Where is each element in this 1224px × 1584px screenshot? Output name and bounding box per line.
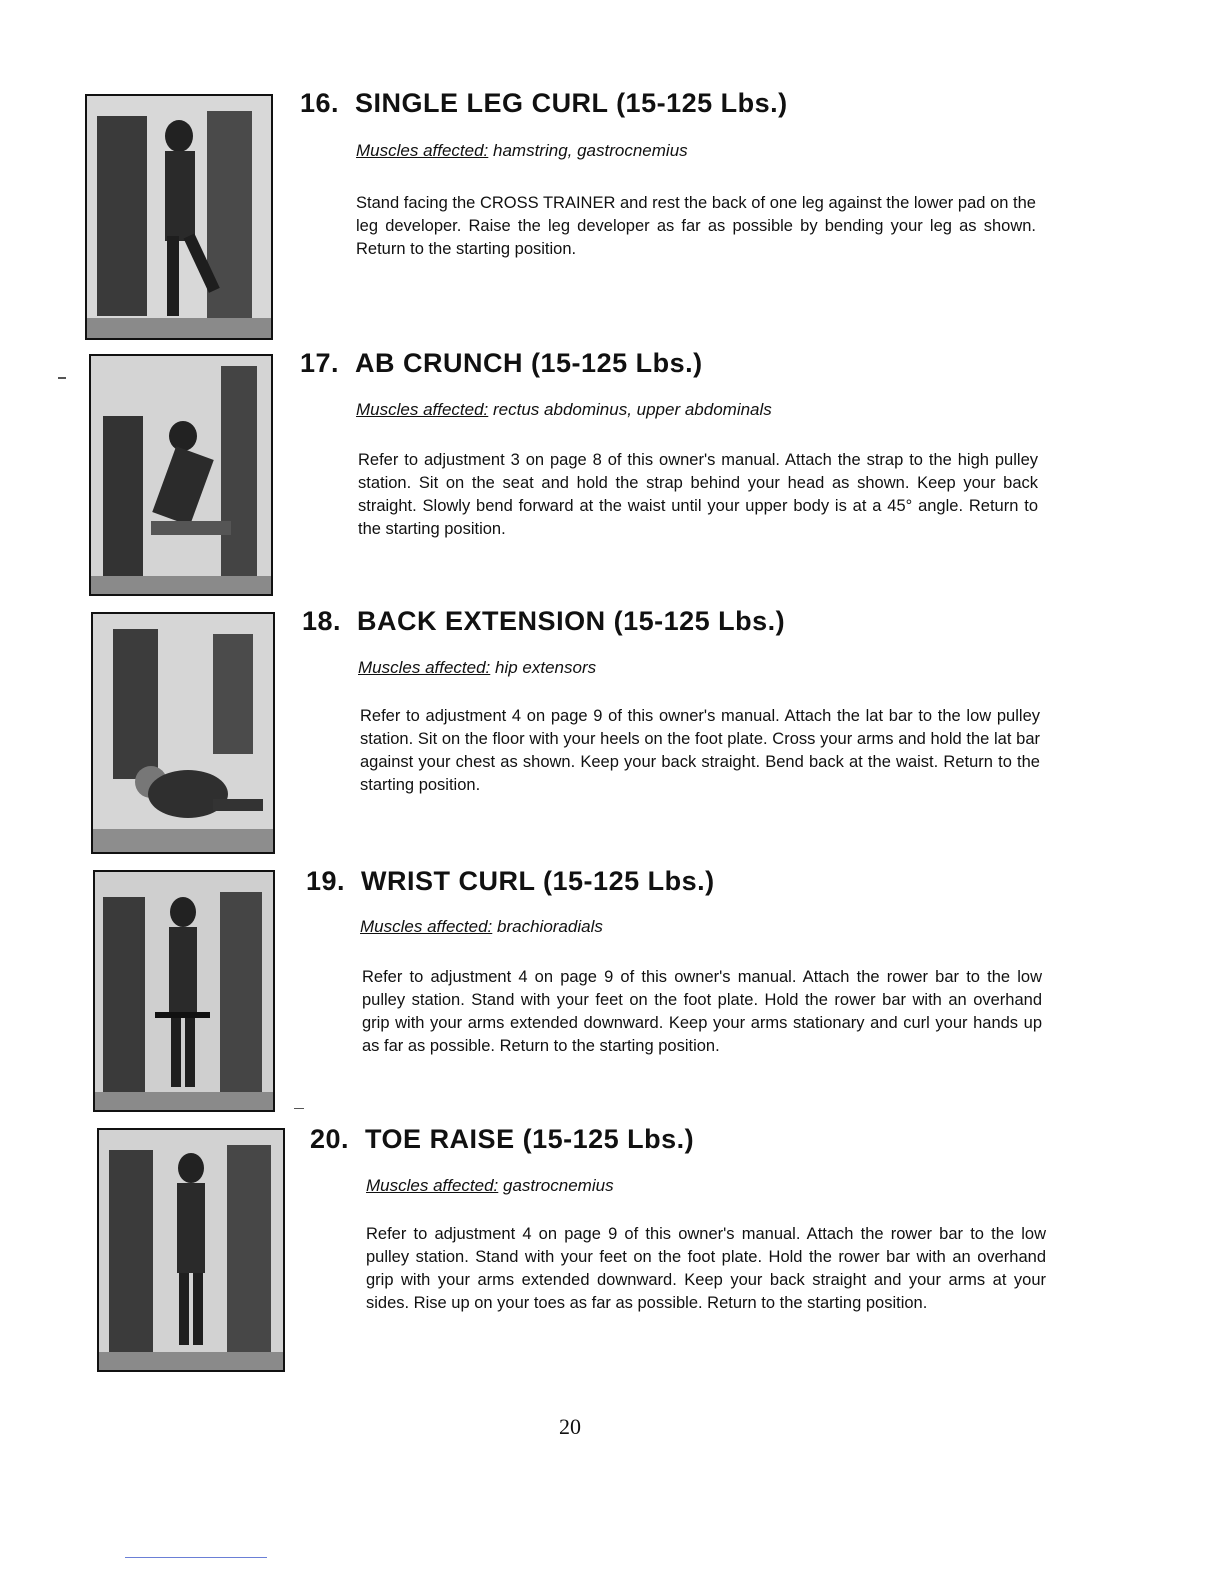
exercise-description: Stand facing the CROSS TRAINER and rest the back of one leg against the lower pad on the leg developer. Raise the leg developer as far as possible by bending your leg as shown. Return to the starting position. bbox=[356, 194, 1036, 258]
muscles-value: hip extensors bbox=[495, 658, 597, 677]
exercise-title bbox=[302, 606, 785, 637]
exercise-name: SINGLE LEG CURL (15-125 Lbs.) bbox=[355, 88, 788, 118]
exercise-name: TOE RAISE (15-125 Lbs.) bbox=[365, 1124, 695, 1154]
exercise-description: Refer to adjustment 3 on page 8 of this owner's manual. Attach the strap to the high pulley station. Sit on the seat and hold the strap behind your head as shown. Keep your back straight. Slowly bend forward at the waist until your upper body is at a 45° angle. Return to the starting position. bbox=[358, 451, 1038, 538]
exercise-number: 17. bbox=[300, 348, 340, 378]
muscles-label: Muscles affected: bbox=[360, 917, 493, 936]
footer-rule bbox=[125, 1557, 267, 1558]
muscles-affected bbox=[360, 917, 603, 937]
exercise-name: BACK EXTENSION (15-125 Lbs.) bbox=[357, 606, 786, 636]
scan-mark bbox=[294, 1108, 304, 1109]
muscles-value: brachioradials bbox=[497, 917, 603, 936]
exercise-name: AB CRUNCH (15-125 Lbs.) bbox=[355, 348, 703, 378]
exercise-title bbox=[300, 348, 703, 379]
exercise-photo-ab-crunch bbox=[89, 354, 273, 596]
exercise-description: Refer to adjustment 4 on page 9 of this owner's manual. Attach the rower bar to the low pulley station. Stand with your feet on the foot plate. Hold the rower bar with an overhand grip with your arms extended downward. Keep your arms stationary and curl your hands up as far as possible. Return to the starting position. bbox=[362, 968, 1042, 1055]
muscles-affected bbox=[358, 658, 596, 678]
muscles-label: Muscles affected: bbox=[358, 658, 491, 677]
exercise-photo-single-leg-curl bbox=[85, 94, 273, 340]
exercise-description: Refer to adjustment 4 on page 9 of this owner's manual. Attach the lat bar to the low pulley station. Sit on the floor with your heels on the foot plate. Cross your arms and hold the lat bar against your chest as shown. Keep your back straight. Bend back at the waist. Return to the starting position. bbox=[360, 707, 1040, 794]
muscles-value: rectus abdominus, upper abdominals bbox=[493, 400, 772, 419]
muscles-affected bbox=[356, 400, 772, 420]
muscles-label: Muscles affected: bbox=[356, 400, 489, 419]
exercise-title bbox=[306, 866, 715, 897]
exercise-title bbox=[300, 88, 788, 119]
muscles-value: hamstring, gastrocnemius bbox=[493, 141, 688, 160]
exercise-number: 16. bbox=[300, 88, 340, 118]
exercise-number: 20. bbox=[310, 1124, 350, 1154]
exercise-title bbox=[310, 1124, 694, 1155]
muscles-label: Muscles affected: bbox=[366, 1176, 499, 1195]
exercise-photo-back-extension bbox=[91, 612, 275, 854]
exercise-photo-wrist-curl bbox=[93, 870, 275, 1112]
muscles-affected bbox=[356, 141, 688, 161]
exercise-number: 19. bbox=[306, 866, 346, 896]
muscles-value: gastrocnemius bbox=[503, 1176, 614, 1195]
exercise-name: WRIST CURL (15-125 Lbs.) bbox=[361, 866, 715, 896]
exercise-description: Refer to adjustment 4 on page 9 of this owner's manual. Attach the rower bar to the low pulley station. Stand with your feet on the foot plate. Hold the rower bar with an overhand grip with your arms extended downward. Keep your back straight and your arms at your sides. Rise up on your toes as far as possible. Return to the starting position. bbox=[366, 1225, 1046, 1312]
exercise-photo-toe-raise bbox=[97, 1128, 285, 1372]
page-number: 20 bbox=[559, 1414, 581, 1439]
muscles-label: Muscles affected: bbox=[356, 141, 489, 160]
scan-mark bbox=[58, 377, 66, 379]
exercise-number: 18. bbox=[302, 606, 342, 636]
muscles-affected bbox=[366, 1176, 614, 1196]
